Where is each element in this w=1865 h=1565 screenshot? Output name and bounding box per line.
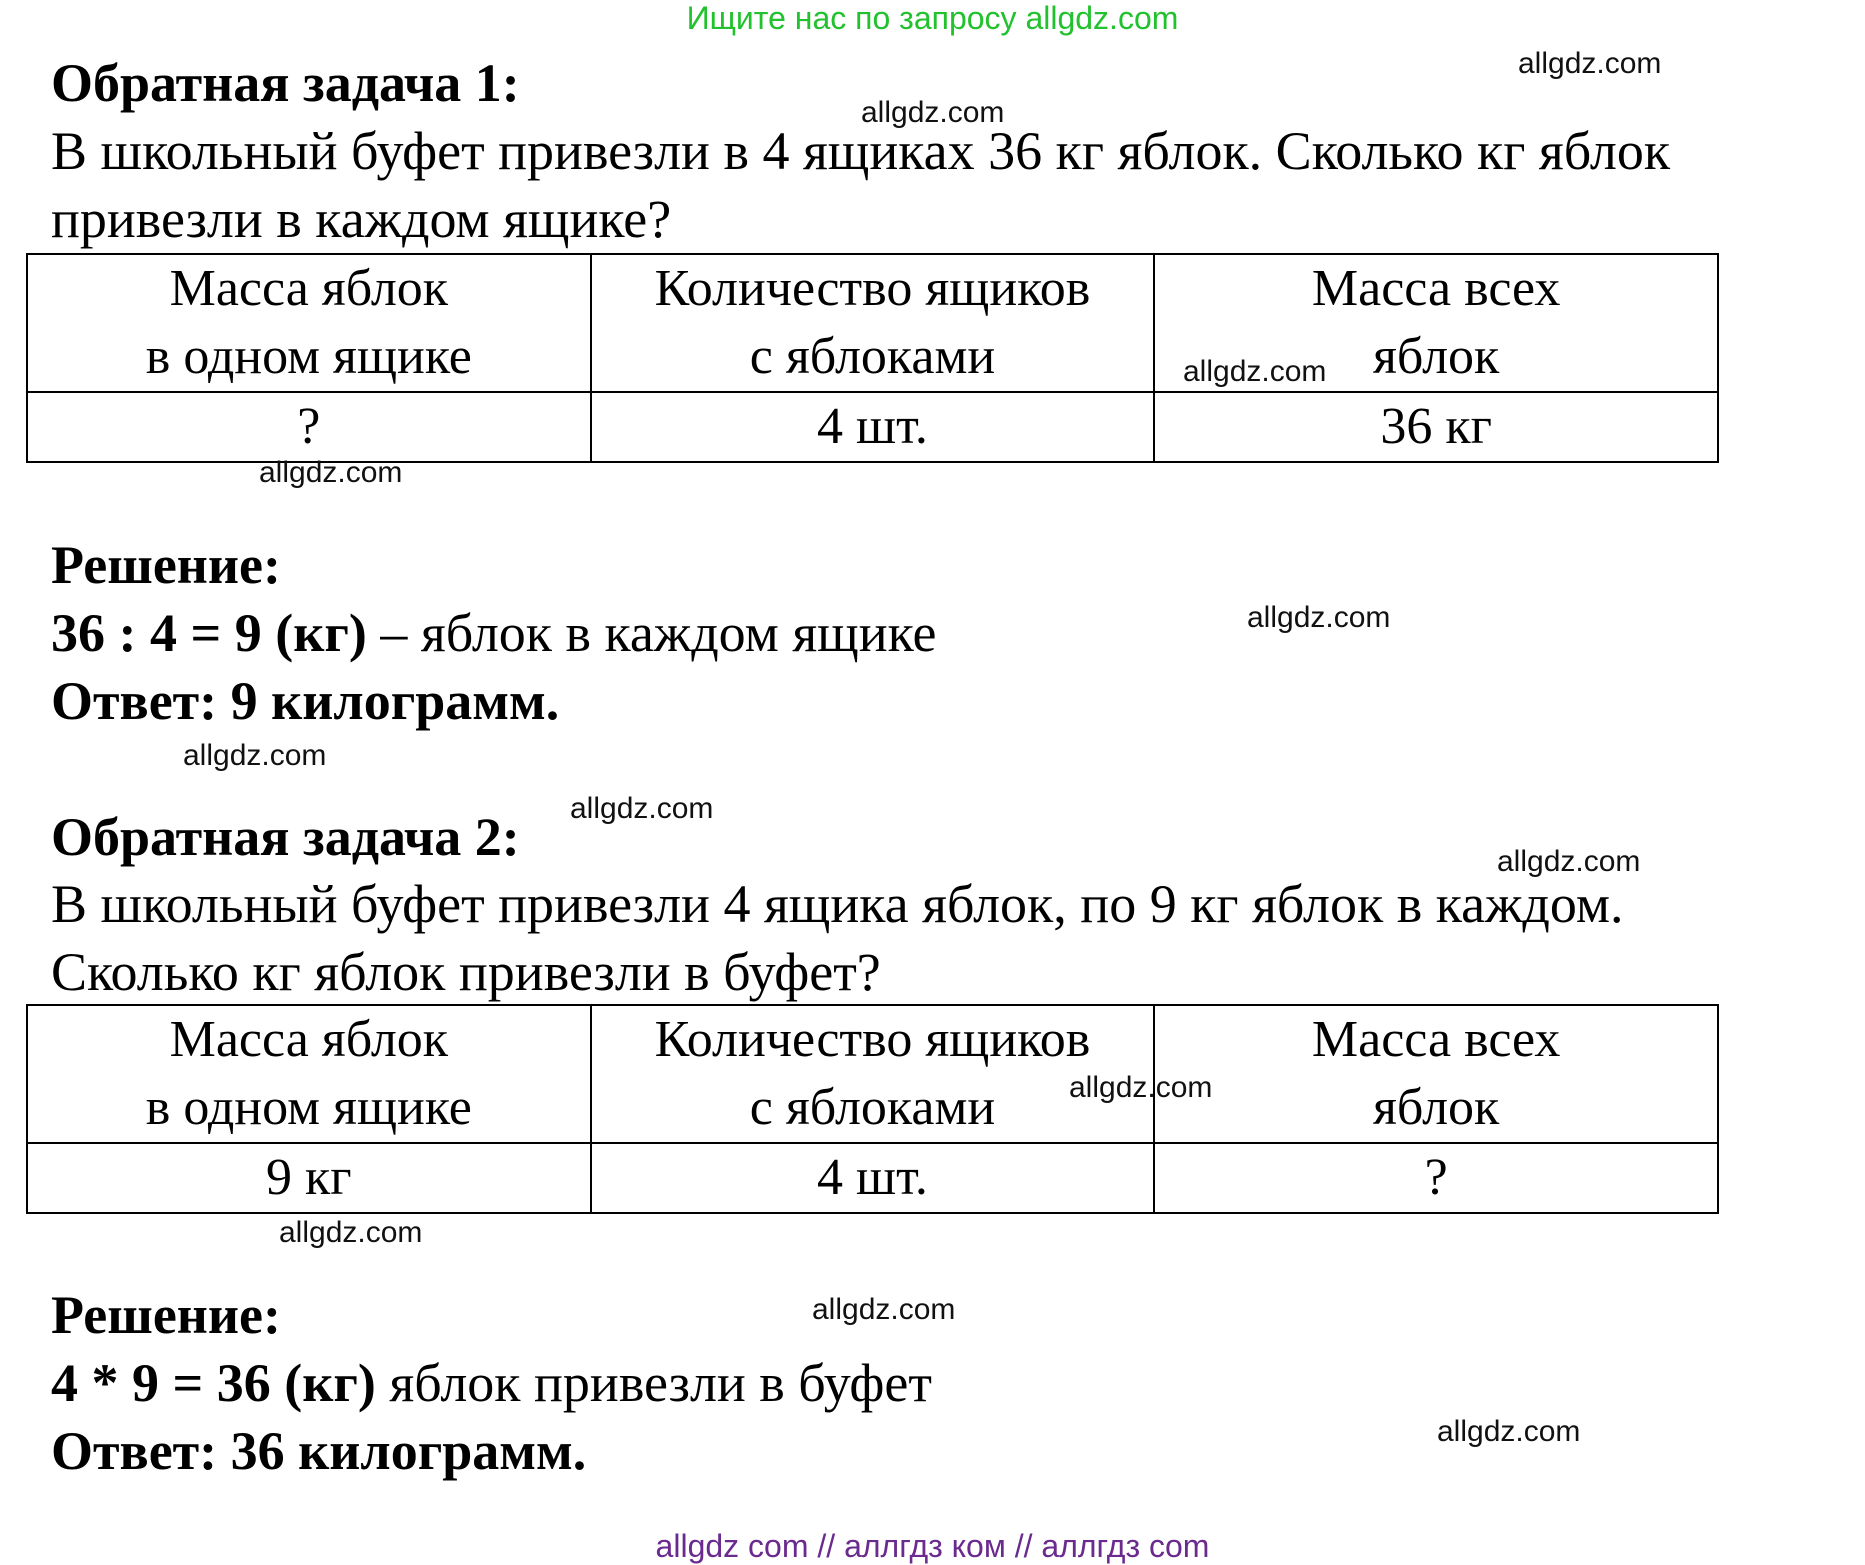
task1-answer: Ответ: 9 килограмм. [51, 671, 560, 731]
watermark: allgdz.com [1069, 1071, 1213, 1104]
task1-value-mass-one: ? [27, 392, 591, 462]
task2-header-count: Количество ящиков с яблоками [591, 1005, 1155, 1143]
task2-answer: Ответ: 36 килограмм. [51, 1421, 587, 1481]
task1-header-count: Количество ящиков с яблоками [591, 254, 1155, 392]
watermark: allgdz.com [570, 792, 714, 825]
watermark: allgdz.com [1497, 845, 1641, 878]
watermark: allgdz.com [259, 456, 403, 489]
task2-line1: В школьный буфет привезли 4 ящика яблок, по 9 кг яблок в каждом. [51, 874, 1624, 934]
task2-header-mass-one: Масса яблок в одном ящике [27, 1005, 591, 1143]
watermark: allgdz.com [1437, 1415, 1581, 1448]
watermark: allgdz.com [1518, 47, 1662, 80]
watermark: allgdz.com [1247, 601, 1391, 634]
task2-solution: 4 * 9 = 36 (кг) яблок привезли в буфет [51, 1353, 932, 1413]
task2-table [26, 1004, 1719, 1214]
watermark: allgdz.com [861, 96, 1005, 129]
task1-value-count: 4 шт. [591, 392, 1155, 462]
task2-value-count: 4 шт. [591, 1143, 1155, 1213]
top-banner: Ищите нас по запросу allgdz.com [686, 0, 1179, 36]
task1-solution-heading: Решение: [51, 535, 281, 595]
watermark: allgdz.com [1183, 355, 1327, 388]
watermark: allgdz.com [183, 739, 327, 772]
task1-line1: В школьный буфет привезли в 4 ящиках 36 кг яблок. Сколько кг яблок [51, 121, 1671, 181]
footer-links: allgdz com // аллгдз ком // аллгдз com [655, 1528, 1210, 1564]
task1-value-mass-all: 36 кг [1154, 392, 1718, 462]
task1-header-mass-one: Масса яблок в одном ящике [27, 254, 591, 392]
task1-table [26, 253, 1719, 463]
task2-line2: Сколько кг яблок привезли в буфет? [51, 942, 881, 1002]
task1-heading: Обратная задача 1: [51, 53, 520, 113]
task2-value-mass-all: ? [1154, 1143, 1718, 1213]
task2-value-mass-one: 9 кг [27, 1143, 591, 1213]
task1-solution: 36 : 4 = 9 (кг) – яблок в каждом ящике [51, 603, 937, 663]
task1-line2: привезли в каждом ящике? [51, 189, 672, 249]
task1-header-mass-all: Масса всех яблок [1154, 254, 1718, 392]
watermark: allgdz.com [812, 1293, 956, 1326]
task2-header-mass-all: Масса всех яблок [1154, 1005, 1718, 1143]
task2-heading: Обратная задача 2: [51, 807, 520, 867]
task2-solution-heading: Решение: [51, 1285, 281, 1345]
watermark: allgdz.com [279, 1216, 423, 1249]
